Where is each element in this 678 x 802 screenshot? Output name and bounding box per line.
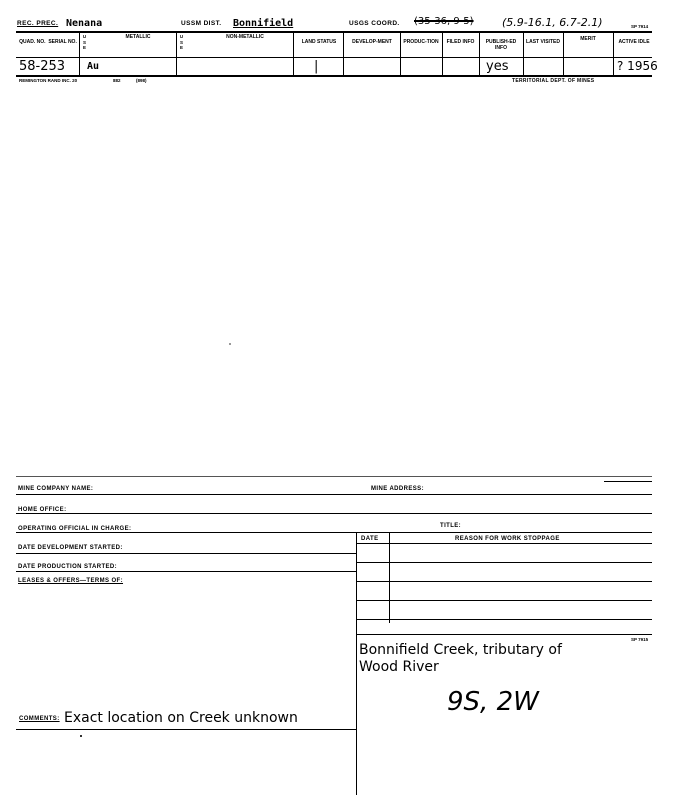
- home-office-label: HOME OFFICE:: [18, 507, 67, 513]
- location-line1: Bonnifield Creek, tributary of: [359, 642, 562, 658]
- divider: [613, 32, 614, 75]
- comments-label: COMMENTS:: [19, 716, 60, 722]
- divider: [79, 32, 80, 75]
- rule: [16, 553, 356, 554]
- divider: [389, 533, 390, 623]
- mine-address-label: MINE ADDRESS:: [371, 486, 424, 492]
- form-number-bottom: SP 7915: [631, 637, 649, 642]
- date-production-label: DATE PRODUCTION STARTED:: [18, 564, 118, 570]
- usgs-coord-value: (5.9-16.1, 6.7-2.1): [502, 16, 603, 29]
- col-non-metallic: NON-METALLIC: [226, 34, 264, 40]
- col-production: PRODUC-TION: [403, 39, 439, 45]
- footer-code1: 882: [113, 78, 121, 83]
- township-range: 9S, 2W: [447, 687, 539, 717]
- rule: [16, 532, 652, 533]
- rec-prec-value: Nenana: [66, 18, 103, 29]
- divider: [293, 32, 294, 75]
- rule: [356, 543, 652, 544]
- rule: [16, 31, 652, 33]
- rule: [16, 75, 652, 77]
- operating-official-label: OPERATING OFFICIAL IN CHARGE:: [18, 526, 132, 532]
- reason-label: REASON FOR WORK STOPPAGE: [455, 536, 560, 542]
- divider: [400, 32, 401, 75]
- rule: [16, 494, 652, 495]
- scan-speck: [229, 343, 231, 345]
- footer-printer: REMINGTON RAND INC. 20: [19, 78, 78, 83]
- date-label: DATE: [361, 536, 379, 542]
- scan-speck: [80, 735, 82, 737]
- comments-value: Exact location on Creek unknown: [64, 710, 298, 726]
- col-land-status: LAND STATUS: [301, 39, 337, 45]
- usgs-coord-struck: (35-36, 9-5): [414, 16, 474, 27]
- use-metallic-prefix: U S E: [82, 34, 87, 50]
- col-published-info: PUBLISH-ED INFO: [485, 39, 517, 51]
- serial-value: 58-253: [19, 59, 66, 74]
- use-nonmetallic-prefix: U S E: [179, 34, 184, 50]
- divider: [523, 32, 524, 75]
- rule: [356, 600, 652, 601]
- col-last-visited: LAST VISITED: [526, 39, 560, 45]
- leases-label: LEASES & OFFERS—TERMS OF:: [18, 578, 124, 584]
- divider: [563, 32, 564, 75]
- rule: [16, 57, 652, 58]
- divider: [176, 32, 177, 75]
- title-label: TITLE:: [440, 523, 462, 529]
- col-metallic: METALLIC: [125, 34, 151, 40]
- divider: [442, 32, 443, 75]
- rule: [356, 562, 652, 563]
- col-quad: QUAD. NO.: [19, 39, 46, 45]
- divider: [356, 533, 357, 795]
- card-edge-stub: [604, 481, 652, 482]
- divider: [343, 32, 344, 75]
- rule: [16, 729, 356, 730]
- rec-prec-label: REC. PREC.: [17, 20, 59, 27]
- divider: [479, 32, 480, 75]
- col-filed-info: FILED INFO: [446, 39, 475, 45]
- rule: [356, 581, 652, 582]
- footer-code2: (898): [136, 78, 147, 83]
- rule: [356, 634, 652, 635]
- active-idle-value: ? 1956: [617, 59, 658, 73]
- col-quad-serial: [18, 39, 78, 45]
- col-serial: SERIAL NO.: [48, 39, 77, 45]
- published-info-value: yes: [486, 59, 509, 74]
- rule: [16, 571, 356, 572]
- form-number-top: SP 7914: [631, 24, 649, 29]
- footer-dept: TERRITORIAL DEPT. OF MINES: [512, 78, 595, 84]
- location-line2: Wood River: [359, 659, 439, 675]
- col-development: DEVELOP-MENT: [352, 39, 392, 45]
- land-status-value: |: [314, 59, 319, 74]
- usgs-coord-label: USGS COORD.: [349, 20, 400, 27]
- date-development-label: DATE DEVELOPMENT STARTED:: [18, 545, 123, 551]
- ussm-dist-value: Bonnifield: [233, 18, 294, 29]
- card-edge: [16, 476, 652, 477]
- col-active-idle: ACTIVE IDLE: [618, 39, 650, 45]
- col-merit: MERIT: [580, 36, 596, 42]
- rule: [16, 513, 652, 514]
- metallic-value: Au: [87, 61, 100, 72]
- mine-company-name-label: MINE COMPANY NAME:: [18, 486, 94, 492]
- rule: [356, 619, 652, 620]
- ussm-dist-label: USSM DIST.: [181, 20, 222, 27]
